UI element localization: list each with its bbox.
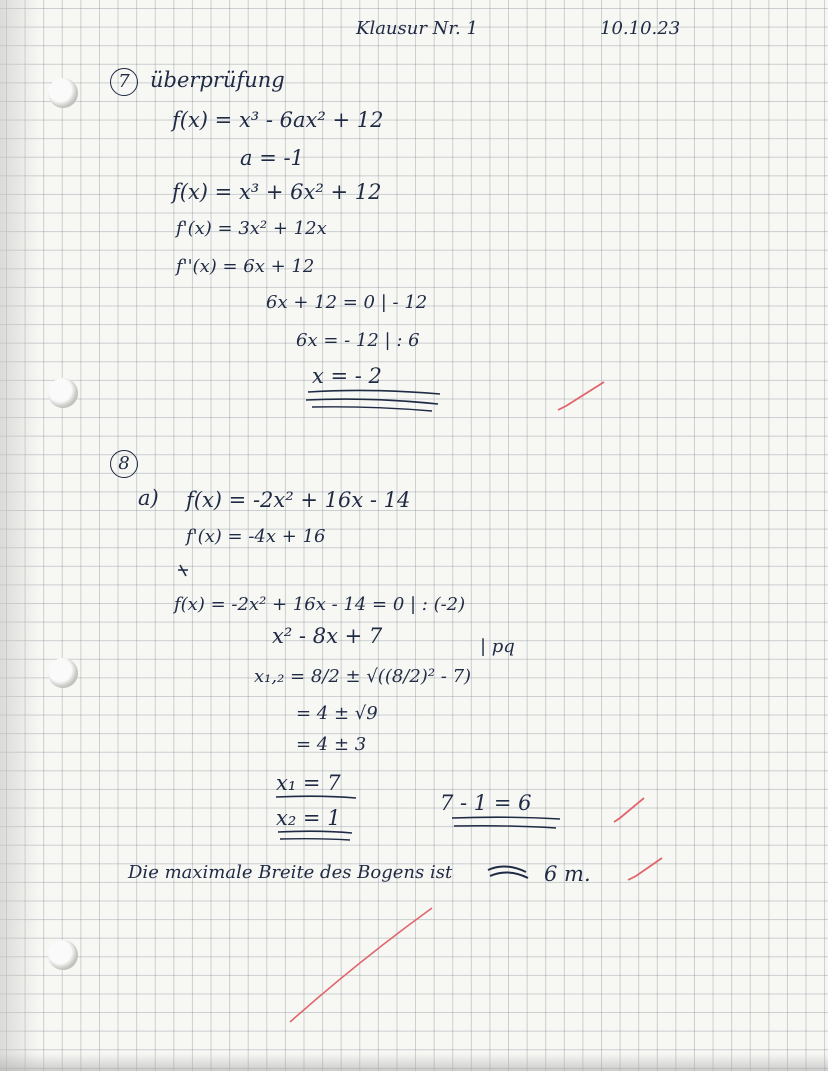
- exam-title: Klausur Nr. 1: [356, 18, 478, 39]
- task-number: 8: [110, 450, 138, 478]
- equation-line: a = -1: [240, 146, 304, 170]
- underline-mark: [308, 390, 440, 394]
- underline-mark: [276, 796, 356, 798]
- equation-line: f(x) = -2x² + 16x - 14 = 0 | : (-2): [174, 594, 466, 615]
- task-number: 7: [110, 68, 138, 96]
- underline-mark: [454, 826, 556, 828]
- underline-mark: [452, 817, 560, 819]
- underline-mark: [278, 831, 352, 833]
- underline-mark: [312, 407, 432, 411]
- equation-line: x² - 8x + 7: [272, 624, 383, 648]
- conclusion-value: 6 m.: [544, 862, 591, 886]
- exam-date: 10.10.23: [600, 18, 681, 39]
- equation-line: = 4 ± √9: [296, 703, 378, 724]
- equation-line: f(x) = x³ - 6ax² + 12: [172, 108, 384, 132]
- check-icon: [628, 858, 662, 880]
- equation-line: = 4 ± 3: [296, 734, 367, 755]
- width-calculation: 7 - 1 = 6: [440, 791, 532, 815]
- equation-line: 6x + 12 = 0 | - 12: [266, 292, 428, 313]
- method-note: | pq: [480, 636, 515, 657]
- equation-line: 6x = - 12 | : 6: [296, 330, 420, 351]
- conclusion-text: Die maximale Breite des Bogens ist: [128, 862, 453, 883]
- stray-mark: [178, 565, 188, 576]
- underline-mark: [306, 399, 438, 404]
- formula-line: x₁,₂ = 8/2 ± √((8/2)² - 7): [254, 666, 472, 687]
- check-icon: [614, 798, 644, 822]
- strike-scribble: [488, 866, 528, 878]
- underline-mark: [280, 839, 350, 840]
- check-icon: [558, 382, 604, 410]
- equation-line: f(x) = -2x² + 16x - 14: [186, 488, 411, 512]
- equation-line: f''(x) = 6x + 12: [176, 256, 315, 277]
- completion-stroke: [290, 908, 432, 1022]
- part-label: a): [138, 486, 159, 510]
- solution-x1: x₁ = 7: [276, 771, 341, 795]
- equation-line: f(x) = x³ + 6x² + 12: [172, 180, 382, 204]
- task-heading: überprüfung: [150, 68, 285, 92]
- equation-line: f'(x) = 3x² + 12x: [176, 218, 327, 239]
- solution-x2: x₂ = 1: [276, 806, 341, 830]
- equation-line: f'(x) = -4x + 16: [186, 526, 326, 547]
- result-line: x = - 2: [312, 364, 382, 388]
